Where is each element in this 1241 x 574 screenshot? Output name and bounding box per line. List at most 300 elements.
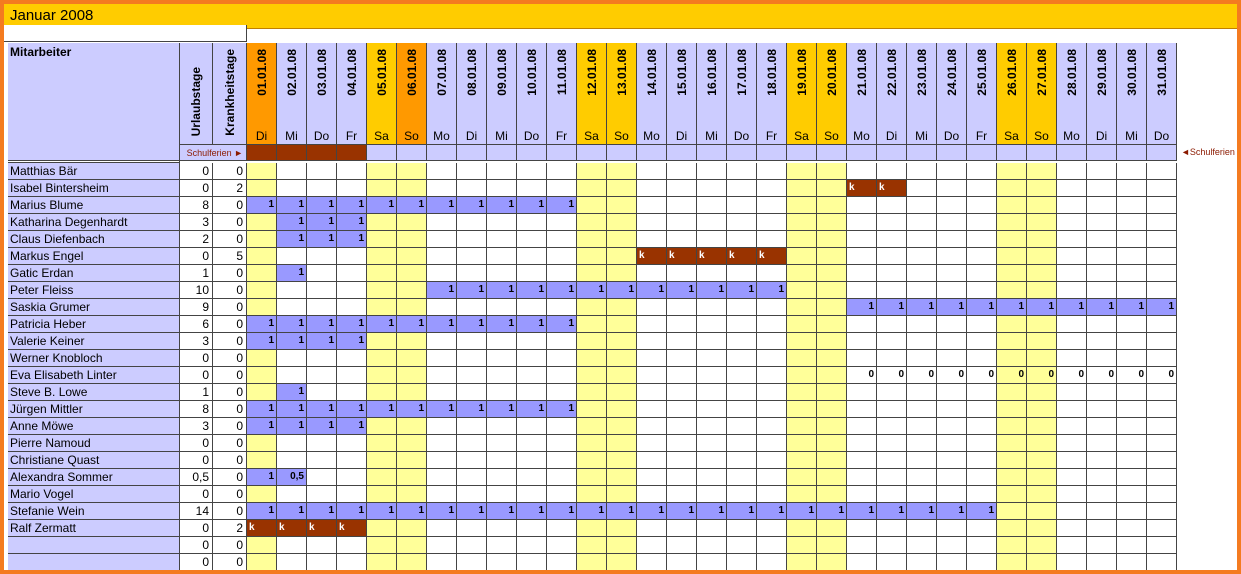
day-cell[interactable] xyxy=(427,452,457,469)
day-cell[interactable] xyxy=(1147,452,1177,469)
day-cell[interactable]: 1 xyxy=(937,299,967,316)
day-cell[interactable] xyxy=(517,367,547,384)
day-cell[interactable] xyxy=(457,333,487,350)
day-cell[interactable] xyxy=(517,163,547,180)
day-cell[interactable] xyxy=(907,401,937,418)
day-cell[interactable] xyxy=(247,452,277,469)
day-cell[interactable] xyxy=(727,367,757,384)
day-cell[interactable] xyxy=(457,299,487,316)
day-cell[interactable] xyxy=(847,554,877,570)
schulferien-cell[interactable] xyxy=(607,145,637,161)
day-cell[interactable]: 0 xyxy=(907,367,937,384)
day-cell[interactable] xyxy=(937,231,967,248)
day-cell[interactable] xyxy=(847,316,877,333)
day-cell[interactable] xyxy=(787,520,817,537)
schulferien-cell[interactable] xyxy=(997,145,1027,161)
urlaubstage-value[interactable]: 0 xyxy=(180,452,213,469)
day-cell[interactable] xyxy=(517,486,547,503)
day-cell[interactable]: 1 xyxy=(937,503,967,520)
day-cell[interactable] xyxy=(547,214,577,231)
day-cell[interactable] xyxy=(727,486,757,503)
day-cell[interactable] xyxy=(997,214,1027,231)
day-cell[interactable] xyxy=(847,282,877,299)
day-cell[interactable] xyxy=(517,180,547,197)
day-cell[interactable] xyxy=(247,163,277,180)
day-cell[interactable] xyxy=(1087,486,1117,503)
day-cell[interactable] xyxy=(1147,503,1177,520)
day-cell[interactable]: 1 xyxy=(337,401,367,418)
day-cell[interactable] xyxy=(577,554,607,570)
day-cell[interactable] xyxy=(757,197,787,214)
day-cell[interactable]: 1 xyxy=(427,282,457,299)
day-cell[interactable] xyxy=(457,418,487,435)
schulferien-cell[interactable] xyxy=(757,145,787,161)
day-cell[interactable] xyxy=(427,231,457,248)
day-cell[interactable] xyxy=(367,180,397,197)
day-cell[interactable] xyxy=(517,452,547,469)
day-cell[interactable] xyxy=(1117,333,1147,350)
day-cell[interactable] xyxy=(787,265,817,282)
day-cell[interactable] xyxy=(1147,333,1177,350)
day-cell[interactable] xyxy=(1087,384,1117,401)
day-cell[interactable] xyxy=(427,435,457,452)
day-cell[interactable]: 1 xyxy=(727,503,757,520)
day-cell[interactable] xyxy=(637,333,667,350)
schulferien-cell[interactable] xyxy=(877,145,907,161)
day-cell[interactable] xyxy=(967,418,997,435)
day-cell[interactable] xyxy=(487,469,517,486)
day-cell[interactable] xyxy=(487,163,517,180)
day-cell[interactable] xyxy=(637,469,667,486)
day-cell[interactable]: 0 xyxy=(1117,367,1147,384)
day-cell[interactable] xyxy=(487,248,517,265)
day-cell[interactable] xyxy=(397,282,427,299)
day-cell[interactable] xyxy=(937,554,967,570)
day-cell[interactable] xyxy=(937,214,967,231)
day-cell[interactable] xyxy=(367,231,397,248)
day-cell[interactable]: 1 xyxy=(247,197,277,214)
day-cell[interactable] xyxy=(247,214,277,231)
employee-name[interactable]: Christiane Quast xyxy=(8,452,180,469)
day-cell[interactable] xyxy=(847,520,877,537)
day-cell[interactable] xyxy=(277,435,307,452)
day-cell[interactable]: 1 xyxy=(307,197,337,214)
day-cell[interactable] xyxy=(1057,316,1087,333)
urlaubstage-value[interactable]: 1 xyxy=(180,265,213,282)
day-cell[interactable] xyxy=(907,520,937,537)
day-cell[interactable] xyxy=(637,554,667,570)
day-cell[interactable]: 0 xyxy=(1087,367,1117,384)
day-cell[interactable]: 1 xyxy=(1117,299,1147,316)
krankheitstage-value[interactable]: 0 xyxy=(213,282,247,299)
day-cell[interactable] xyxy=(697,333,727,350)
day-header-29[interactable] xyxy=(1087,43,1117,145)
day-cell[interactable] xyxy=(907,554,937,570)
day-cell[interactable] xyxy=(637,163,667,180)
day-cell[interactable] xyxy=(997,265,1027,282)
day-cell[interactable] xyxy=(787,384,817,401)
day-cell[interactable] xyxy=(817,435,847,452)
day-cell[interactable] xyxy=(517,333,547,350)
urlaubstage-value[interactable]: 0 xyxy=(180,248,213,265)
krankheitstage-header[interactable] xyxy=(213,43,247,145)
day-cell[interactable] xyxy=(637,537,667,554)
day-cell[interactable] xyxy=(907,282,937,299)
krankheitstage-value[interactable]: 0 xyxy=(213,367,247,384)
day-header-21[interactable] xyxy=(847,43,877,145)
day-cell[interactable] xyxy=(1057,231,1087,248)
day-cell[interactable] xyxy=(787,350,817,367)
day-cell[interactable] xyxy=(817,384,847,401)
urlaubstage-value[interactable]: 0 xyxy=(180,180,213,197)
day-header-3[interactable] xyxy=(307,43,337,145)
day-cell[interactable] xyxy=(1087,163,1117,180)
day-cell[interactable] xyxy=(727,537,757,554)
day-cell[interactable] xyxy=(757,486,787,503)
day-cell[interactable] xyxy=(667,435,697,452)
employee-name[interactable] xyxy=(8,554,180,570)
day-cell[interactable] xyxy=(817,163,847,180)
day-cell[interactable] xyxy=(547,486,577,503)
krankheitstage-value[interactable]: 0 xyxy=(213,214,247,231)
day-cell[interactable] xyxy=(937,282,967,299)
day-cell[interactable] xyxy=(607,486,637,503)
day-cell[interactable] xyxy=(247,231,277,248)
day-cell[interactable]: 1 xyxy=(337,231,367,248)
day-cell[interactable] xyxy=(1087,452,1117,469)
day-cell[interactable] xyxy=(967,401,997,418)
day-cell[interactable] xyxy=(907,384,937,401)
day-cell[interactable] xyxy=(907,214,937,231)
day-cell[interactable] xyxy=(577,469,607,486)
day-cell[interactable] xyxy=(517,265,547,282)
day-cell[interactable] xyxy=(337,537,367,554)
day-cell[interactable] xyxy=(1027,214,1057,231)
day-header-1[interactable] xyxy=(247,43,277,145)
urlaubstage-value[interactable]: 10 xyxy=(180,282,213,299)
day-cell[interactable]: 1 xyxy=(277,333,307,350)
day-cell[interactable] xyxy=(1057,554,1087,570)
day-cell[interactable] xyxy=(907,435,937,452)
day-cell[interactable]: 1 xyxy=(337,503,367,520)
day-cell[interactable] xyxy=(547,350,577,367)
day-cell[interactable]: 1 xyxy=(967,299,997,316)
krankheitstage-value[interactable]: 0 xyxy=(213,316,247,333)
day-cell[interactable] xyxy=(1027,163,1057,180)
day-cell[interactable] xyxy=(847,469,877,486)
day-cell[interactable] xyxy=(907,197,937,214)
krankheitstage-value[interactable]: 0 xyxy=(213,333,247,350)
day-cell[interactable] xyxy=(607,350,637,367)
employee-name[interactable]: Claus Diefenbach xyxy=(8,231,180,248)
day-cell[interactable] xyxy=(487,299,517,316)
urlaubstage-value[interactable]: 6 xyxy=(180,316,213,333)
day-cell[interactable] xyxy=(757,214,787,231)
day-cell[interactable] xyxy=(1057,486,1087,503)
day-cell[interactable] xyxy=(1087,197,1117,214)
day-cell[interactable] xyxy=(457,384,487,401)
day-cell[interactable] xyxy=(367,248,397,265)
day-cell[interactable] xyxy=(757,163,787,180)
day-cell[interactable] xyxy=(847,401,877,418)
day-cell[interactable] xyxy=(667,299,697,316)
urlaubstage-value[interactable]: 0 xyxy=(180,554,213,570)
day-cell[interactable] xyxy=(397,520,427,537)
day-cell[interactable] xyxy=(397,214,427,231)
day-cell[interactable] xyxy=(547,180,577,197)
day-cell[interactable] xyxy=(817,486,847,503)
day-cell[interactable] xyxy=(1147,214,1177,231)
employee-name[interactable]: Markus Engel xyxy=(8,248,180,265)
day-cell[interactable] xyxy=(937,384,967,401)
schulferien-cell[interactable] xyxy=(847,145,877,161)
day-cell[interactable] xyxy=(1147,401,1177,418)
day-cell[interactable] xyxy=(667,350,697,367)
day-cell[interactable] xyxy=(727,469,757,486)
day-cell[interactable] xyxy=(1147,520,1177,537)
day-cell[interactable] xyxy=(307,469,337,486)
day-cell[interactable] xyxy=(877,401,907,418)
krankheitstage-value[interactable]: 0 xyxy=(213,197,247,214)
day-cell[interactable] xyxy=(757,265,787,282)
day-cell[interactable] xyxy=(607,520,637,537)
day-cell[interactable] xyxy=(427,248,457,265)
day-header-4[interactable] xyxy=(337,43,367,145)
day-cell[interactable] xyxy=(307,163,337,180)
day-cell[interactable] xyxy=(667,486,697,503)
day-cell[interactable]: 1 xyxy=(697,282,727,299)
day-cell[interactable] xyxy=(907,537,937,554)
urlaubstage-value[interactable]: 2 xyxy=(180,231,213,248)
day-cell[interactable]: 1 xyxy=(337,418,367,435)
day-cell[interactable] xyxy=(607,469,637,486)
day-cell[interactable] xyxy=(577,214,607,231)
day-cell[interactable] xyxy=(907,180,937,197)
krankheitstage-value[interactable]: 0 xyxy=(213,350,247,367)
day-cell[interactable] xyxy=(487,486,517,503)
urlaubstage-value[interactable]: 3 xyxy=(180,333,213,350)
day-cell[interactable]: 1 xyxy=(1057,299,1087,316)
employee-name[interactable]: Gatic Erdan xyxy=(8,265,180,282)
day-cell[interactable]: 1 xyxy=(817,503,847,520)
day-cell[interactable] xyxy=(787,248,817,265)
day-cell[interactable] xyxy=(1087,248,1117,265)
day-cell[interactable] xyxy=(847,452,877,469)
day-cell[interactable] xyxy=(667,418,697,435)
day-cell[interactable] xyxy=(997,197,1027,214)
day-cell[interactable] xyxy=(577,537,607,554)
krankheitstage-value[interactable]: 2 xyxy=(213,180,247,197)
day-cell[interactable] xyxy=(577,163,607,180)
day-cell[interactable] xyxy=(427,367,457,384)
day-cell[interactable] xyxy=(307,384,337,401)
day-cell[interactable] xyxy=(997,520,1027,537)
schulferien-cell[interactable] xyxy=(307,145,337,161)
day-cell[interactable] xyxy=(277,350,307,367)
schulferien-cell[interactable] xyxy=(337,145,367,161)
day-cell[interactable] xyxy=(1027,418,1057,435)
day-cell[interactable] xyxy=(727,401,757,418)
day-cell[interactable] xyxy=(697,367,727,384)
day-cell[interactable] xyxy=(877,282,907,299)
day-cell[interactable] xyxy=(997,503,1027,520)
day-cell[interactable] xyxy=(1147,469,1177,486)
day-cell[interactable]: 1 xyxy=(577,503,607,520)
day-cell[interactable] xyxy=(907,248,937,265)
day-cell[interactable] xyxy=(637,316,667,333)
day-cell[interactable] xyxy=(667,537,697,554)
day-cell[interactable] xyxy=(427,520,457,537)
day-cell[interactable] xyxy=(1057,214,1087,231)
day-cell[interactable] xyxy=(727,299,757,316)
day-cell[interactable] xyxy=(397,180,427,197)
schulferien-cell[interactable] xyxy=(247,145,277,161)
day-cell[interactable] xyxy=(847,265,877,282)
day-cell[interactable]: 0,5 xyxy=(277,469,307,486)
day-cell[interactable] xyxy=(727,180,757,197)
day-cell[interactable]: 1 xyxy=(277,231,307,248)
day-cell[interactable] xyxy=(1057,384,1087,401)
day-cell[interactable] xyxy=(397,435,427,452)
day-cell[interactable] xyxy=(487,367,517,384)
schulferien-label-left[interactable]: Schulferien ► xyxy=(180,145,247,161)
day-cell[interactable] xyxy=(517,214,547,231)
schulferien-cell[interactable] xyxy=(367,145,397,161)
day-cell[interactable] xyxy=(997,350,1027,367)
day-cell[interactable] xyxy=(457,452,487,469)
day-cell[interactable]: k xyxy=(277,520,307,537)
day-cell[interactable]: 1 xyxy=(307,401,337,418)
day-cell[interactable] xyxy=(607,418,637,435)
day-cell[interactable] xyxy=(637,197,667,214)
day-cell[interactable] xyxy=(1027,180,1057,197)
day-cell[interactable] xyxy=(1057,452,1087,469)
day-cell[interactable] xyxy=(487,214,517,231)
day-cell[interactable] xyxy=(457,520,487,537)
day-cell[interactable] xyxy=(367,163,397,180)
day-cell[interactable] xyxy=(997,282,1027,299)
day-cell[interactable] xyxy=(1027,282,1057,299)
day-cell[interactable] xyxy=(967,384,997,401)
day-cell[interactable] xyxy=(547,265,577,282)
schulferien-cell[interactable] xyxy=(1057,145,1087,161)
day-cell[interactable] xyxy=(607,265,637,282)
day-cell[interactable] xyxy=(1117,452,1147,469)
day-cell[interactable] xyxy=(1117,214,1147,231)
day-cell[interactable] xyxy=(937,197,967,214)
day-cell[interactable] xyxy=(1027,537,1057,554)
krankheitstage-value[interactable]: 0 xyxy=(213,554,247,570)
day-cell[interactable] xyxy=(397,469,427,486)
urlaubstage-value[interactable]: 0 xyxy=(180,367,213,384)
day-cell[interactable]: 1 xyxy=(637,503,667,520)
day-cell[interactable] xyxy=(1117,180,1147,197)
day-cell[interactable] xyxy=(1147,231,1177,248)
day-cell[interactable] xyxy=(487,384,517,401)
day-cell[interactable]: 1 xyxy=(607,503,637,520)
day-cell[interactable] xyxy=(817,231,847,248)
day-cell[interactable] xyxy=(1027,316,1057,333)
day-cell[interactable]: 1 xyxy=(397,316,427,333)
day-cell[interactable] xyxy=(397,452,427,469)
day-cell[interactable] xyxy=(757,333,787,350)
day-cell[interactable] xyxy=(337,163,367,180)
urlaubstage-header[interactable] xyxy=(180,43,213,145)
day-cell[interactable] xyxy=(1117,503,1147,520)
day-cell[interactable] xyxy=(1117,265,1147,282)
day-cell[interactable] xyxy=(697,265,727,282)
day-cell[interactable] xyxy=(847,537,877,554)
day-header-27[interactable] xyxy=(1027,43,1057,145)
day-cell[interactable] xyxy=(577,231,607,248)
day-cell[interactable] xyxy=(937,248,967,265)
day-cell[interactable] xyxy=(1117,163,1147,180)
krankheitstage-value[interactable]: 0 xyxy=(213,299,247,316)
day-cell[interactable] xyxy=(547,452,577,469)
day-cell[interactable] xyxy=(427,180,457,197)
day-cell[interactable] xyxy=(607,231,637,248)
employee-name[interactable]: Stefanie Wein xyxy=(8,503,180,520)
day-cell[interactable] xyxy=(1117,520,1147,537)
day-cell[interactable]: 1 xyxy=(757,282,787,299)
day-cell[interactable] xyxy=(937,452,967,469)
day-cell[interactable] xyxy=(1117,537,1147,554)
day-cell[interactable] xyxy=(967,333,997,350)
day-cell[interactable] xyxy=(817,248,847,265)
day-cell[interactable]: 1 xyxy=(277,265,307,282)
employee-name[interactable]: Pierre Namoud xyxy=(8,435,180,452)
day-cell[interactable] xyxy=(247,265,277,282)
day-cell[interactable] xyxy=(1117,282,1147,299)
day-header-2[interactable] xyxy=(277,43,307,145)
krankheitstage-value[interactable]: 0 xyxy=(213,163,247,180)
day-cell[interactable] xyxy=(367,299,397,316)
day-cell[interactable]: 1 xyxy=(487,316,517,333)
day-cell[interactable] xyxy=(577,435,607,452)
employee-name[interactable] xyxy=(8,537,180,554)
mitarbeiter-header[interactable]: Mitarbeiter xyxy=(8,43,180,161)
day-cell[interactable]: 1 xyxy=(277,197,307,214)
krankheitstage-value[interactable]: 0 xyxy=(213,469,247,486)
day-cell[interactable] xyxy=(517,520,547,537)
day-cell[interactable] xyxy=(1057,537,1087,554)
day-cell[interactable] xyxy=(847,418,877,435)
day-cell[interactable] xyxy=(427,214,457,231)
day-cell[interactable] xyxy=(937,316,967,333)
day-cell[interactable] xyxy=(457,537,487,554)
day-cell[interactable] xyxy=(757,469,787,486)
day-cell[interactable] xyxy=(757,316,787,333)
day-cell[interactable] xyxy=(427,384,457,401)
day-cell[interactable] xyxy=(1057,520,1087,537)
day-cell[interactable] xyxy=(577,248,607,265)
day-cell[interactable] xyxy=(757,231,787,248)
krankheitstage-value[interactable]: 5 xyxy=(213,248,247,265)
day-cell[interactable] xyxy=(967,282,997,299)
day-cell[interactable] xyxy=(817,316,847,333)
day-cell[interactable]: 1 xyxy=(247,418,277,435)
day-cell[interactable]: 0 xyxy=(877,367,907,384)
day-cell[interactable] xyxy=(757,435,787,452)
day-cell[interactable] xyxy=(427,265,457,282)
day-cell[interactable] xyxy=(427,554,457,570)
day-cell[interactable] xyxy=(517,418,547,435)
day-cell[interactable] xyxy=(727,214,757,231)
day-cell[interactable] xyxy=(1117,350,1147,367)
day-cell[interactable] xyxy=(367,333,397,350)
krankheitstage-value[interactable]: 0 xyxy=(213,452,247,469)
day-cell[interactable] xyxy=(997,384,1027,401)
